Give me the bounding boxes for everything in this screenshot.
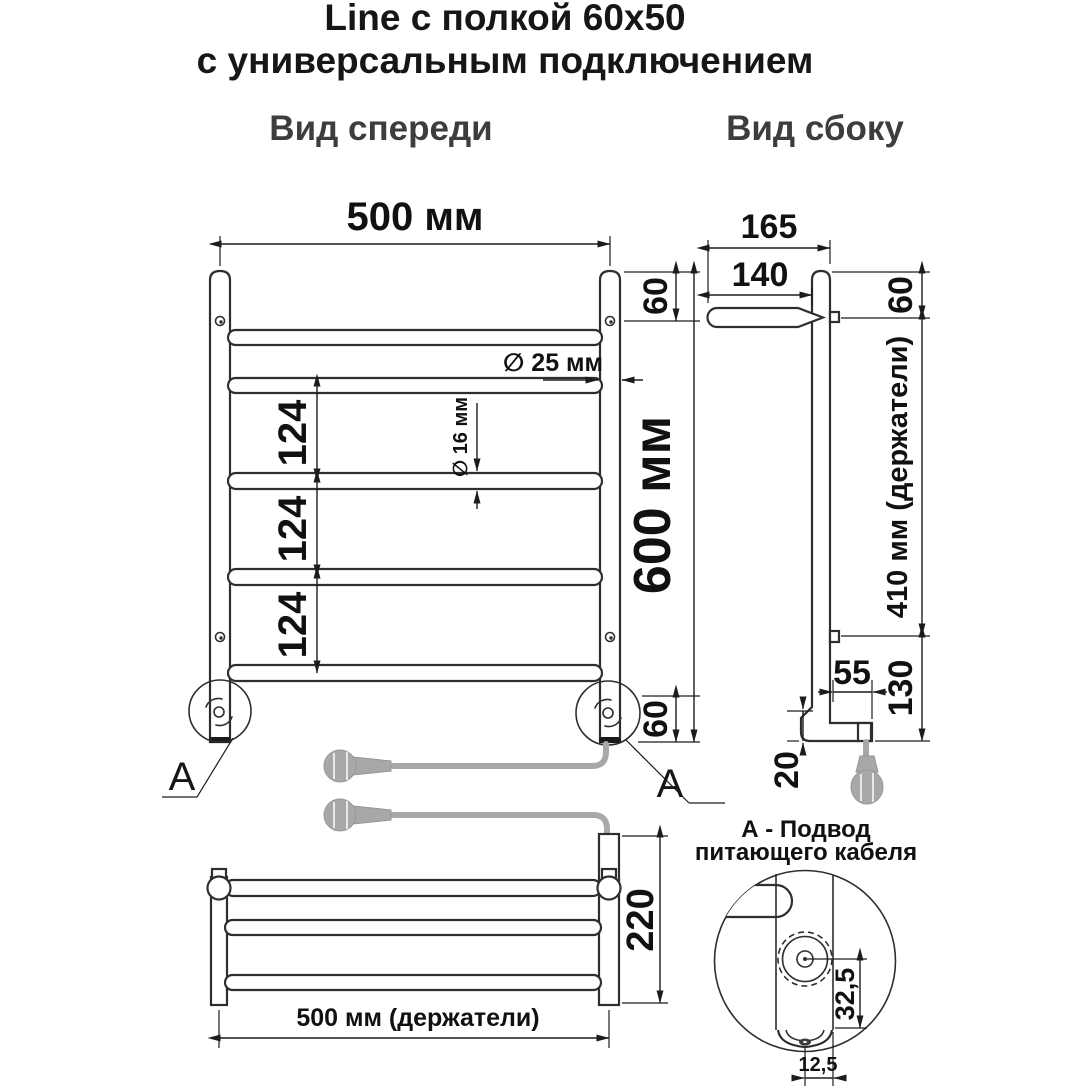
detail-center-offset-dim: 32,5 bbox=[830, 967, 860, 1021]
rail-spacing-dim-2: 124 bbox=[271, 495, 315, 563]
shelf-rail-top bbox=[225, 880, 601, 896]
shelf-right-knob bbox=[598, 877, 621, 900]
rail-5 bbox=[228, 665, 602, 681]
detail-mark-right: А bbox=[656, 762, 684, 806]
detail-rail-stub bbox=[700, 885, 792, 917]
power-cables bbox=[324, 744, 607, 833]
side-elbow-length-dim: 55 bbox=[833, 654, 871, 692]
rail-diameter-dim: ∅ 16 мм bbox=[450, 396, 472, 478]
rail-spacing-dim-1: 124 bbox=[271, 399, 315, 467]
rail-4 bbox=[228, 569, 602, 585]
shelf-right-bar bbox=[599, 834, 619, 1005]
side-bottom-offset-dim: 20 bbox=[768, 751, 806, 789]
front-width-dim: 500 мм bbox=[346, 195, 484, 239]
detail-mark-left: А bbox=[168, 755, 196, 799]
shelf-rail-mid bbox=[225, 920, 601, 935]
front-top-offset-dim: 60 bbox=[637, 277, 675, 315]
cable-gland-slot bbox=[858, 723, 871, 741]
post-diameter-dim: ∅ 25 мм bbox=[502, 349, 604, 377]
side-shelf-bracket bbox=[708, 308, 824, 327]
side-depth-dim: 165 bbox=[740, 208, 798, 246]
page-title-line2: с универсальным подключением bbox=[196, 40, 814, 81]
upper-cable bbox=[393, 744, 606, 766]
side-plug-icon bbox=[851, 756, 883, 804]
shelf-height-dim: 220 bbox=[620, 888, 662, 952]
detail-dimensions bbox=[792, 959, 867, 1086]
rail-spacing-dim-3: 124 bbox=[271, 591, 315, 659]
side-bottom-span-dim: 130 bbox=[882, 659, 920, 717]
rail-3 bbox=[228, 473, 602, 489]
shelf-width-dim: 500 мм (держатели) bbox=[296, 1004, 540, 1032]
side-shelf-depth-dim: 140 bbox=[731, 256, 789, 294]
upper-holder-square bbox=[830, 312, 839, 322]
page-title-line1: Line с полкой 60x50 bbox=[324, 0, 686, 38]
front-height-dim: 600 мм bbox=[624, 415, 682, 595]
detail-heading-line1: А - Подвод bbox=[741, 816, 871, 843]
detail-edge-offset-dim: 12,5 bbox=[798, 1054, 838, 1076]
shelf-left-knob bbox=[208, 877, 231, 900]
shelf-view bbox=[208, 834, 621, 1005]
detail-heading-line2: питающего кабеля bbox=[694, 839, 918, 866]
upper-plug-icon bbox=[324, 750, 391, 782]
front-bottom-offset-dim: 60 bbox=[637, 700, 675, 738]
detail-center-dot bbox=[803, 957, 807, 961]
lower-plug-icon bbox=[324, 799, 391, 831]
side-view-heading: Вид сбоку bbox=[726, 109, 904, 148]
front-right-post bbox=[600, 271, 620, 742]
shelf-rail-bottom bbox=[225, 975, 601, 990]
detail-leaders bbox=[162, 738, 725, 803]
side-top-offset-dim: 60 bbox=[882, 276, 920, 314]
front-dimensions bbox=[220, 195, 700, 742]
lower-holder-square bbox=[830, 631, 839, 642]
detail-gland-hole bbox=[803, 1041, 807, 1043]
detail-a bbox=[695, 816, 917, 1052]
side-holder-span-dim: 410 мм (держатели) bbox=[882, 335, 914, 619]
lower-cable bbox=[393, 815, 607, 833]
front-view-heading: Вид спереди bbox=[269, 109, 493, 148]
shelf-rail-1 bbox=[228, 330, 602, 345]
side-view bbox=[708, 271, 884, 804]
front-left-post bbox=[210, 271, 230, 742]
